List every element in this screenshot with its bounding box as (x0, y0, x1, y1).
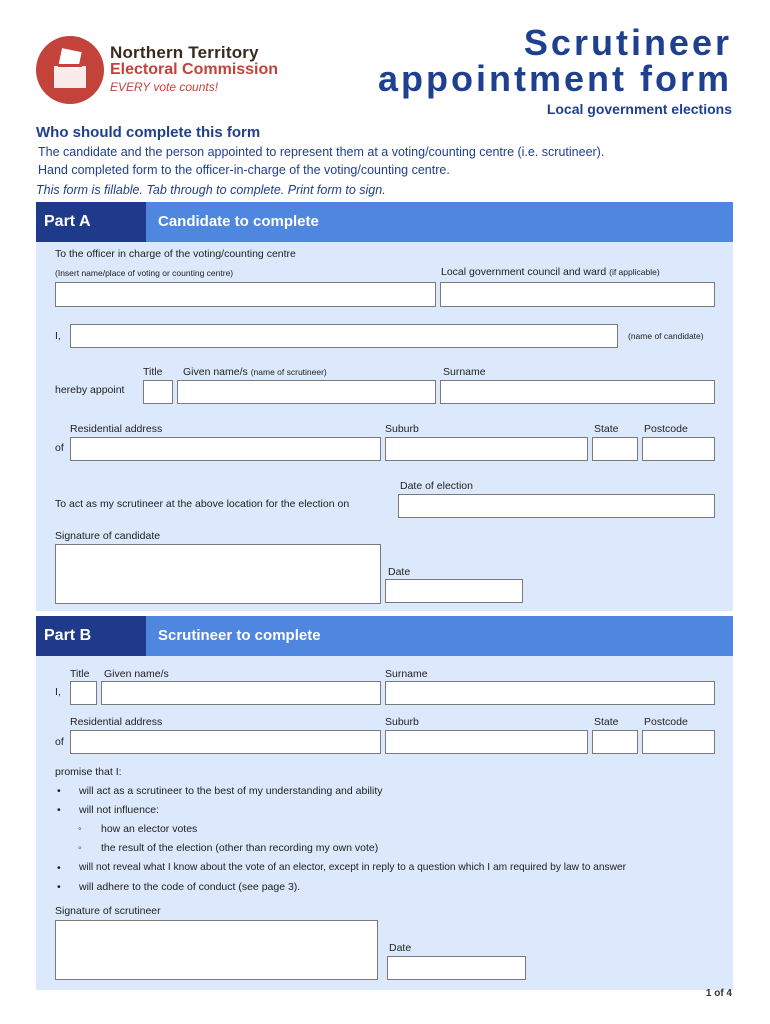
bullet-marker: • (57, 862, 61, 874)
b-suburb-input[interactable] (385, 730, 588, 754)
council-ward-input[interactable] (440, 282, 715, 307)
intro-instruction: This form is fillable. Tab through to complete. Print form to sign. (36, 183, 386, 197)
b-given-name-label: Given name/s (104, 668, 169, 680)
part-b-tab: Part B (36, 616, 146, 656)
logo-tagline: EVERY vote counts! (110, 80, 219, 94)
sub-bullet-marker: ◦ (78, 842, 82, 854)
date-of-election-input[interactable] (398, 494, 715, 518)
form-title-line2: appointment form (378, 58, 732, 99)
b-state-input[interactable] (592, 730, 638, 754)
scrutineer-date-label: Date (389, 942, 412, 954)
candidate-name-input[interactable] (70, 324, 618, 348)
scrutineer-given-name-input[interactable] (177, 380, 436, 404)
candidate-signature-label: Signature of candidate (55, 530, 161, 542)
scrutineer-signature-label: Signature of scrutineer (55, 905, 161, 917)
b-i-label: I, (55, 686, 61, 698)
candidate-signature-box[interactable] (55, 544, 381, 604)
bullet-marker: • (57, 881, 61, 893)
state-label: State (594, 423, 619, 435)
promise-sub-item: how an elector votes (101, 823, 198, 835)
b-surname-label: Surname (385, 668, 428, 680)
candidate-hint: (name of candidate) (628, 331, 704, 341)
promise-sub-item: the result of the election (other than recording my own vote) (101, 842, 379, 854)
b-title-input[interactable] (70, 681, 97, 705)
logo-emblem (36, 36, 104, 104)
ballot-box-icon (36, 36, 104, 104)
b-postcode-input[interactable] (642, 730, 715, 754)
part-a-heading: Candidate to complete (158, 213, 319, 230)
surname-label: Surname (443, 366, 486, 378)
b-address-input[interactable] (70, 730, 381, 754)
voting-centre-input[interactable] (55, 282, 436, 307)
bullet-marker: • (57, 785, 61, 797)
i-label: I, (55, 330, 61, 342)
hereby-appoint-label: hereby appoint (55, 384, 125, 396)
officer-label: To the officer in charge of the voting/counting centre (55, 248, 296, 260)
part-a-tab: Part A (36, 202, 146, 242)
scrutineer-suburb-input[interactable] (385, 437, 588, 461)
form-subtitle: Local government elections (546, 101, 732, 117)
title-label: Title (143, 366, 163, 378)
form-title-line1: Scrutineer (523, 22, 732, 63)
given-name-label: Given name/s (name of scrutineer) (183, 366, 327, 378)
scrutineer-date-input[interactable] (387, 956, 526, 980)
logo-org-name: Northern Territory (110, 43, 259, 62)
b-surname-input[interactable] (385, 681, 715, 705)
logo-org-name-2: Electoral Commission (110, 61, 279, 78)
b-address-label: Residential address (70, 716, 163, 728)
candidate-date-input[interactable] (385, 579, 523, 603)
scrutineer-postcode-input[interactable] (642, 437, 715, 461)
promise-item: will not influence: (79, 804, 159, 816)
intro-line: Hand completed form to the officer-in-charge of the voting/counting centre. (38, 163, 450, 177)
page-number: 1 of 4 (705, 988, 732, 999)
scrutineer-signature-box[interactable] (55, 920, 378, 980)
of-label: of (55, 442, 64, 454)
suburb-label: Suburb (385, 423, 419, 435)
act-as-label: To act as my scrutineer at the above location for the election on (55, 498, 350, 510)
postcode-label: Postcode (644, 423, 688, 435)
candidate-date-label: Date (388, 566, 411, 578)
council-label: Local government council and ward (if applicable) (441, 266, 660, 278)
intro-heading: Who should complete this form (36, 124, 261, 141)
b-suburb-label: Suburb (385, 716, 419, 728)
promise-item: will not reveal what I know about the vote of an elector, except in reply to a question which I am required by law to answer (79, 862, 627, 873)
promise-item: will act as a scrutineer to the best of my understanding and ability (79, 785, 383, 797)
address-label: Residential address (70, 423, 163, 435)
intro-line: The candidate and the person appointed to represent them at a voting/counting centre (i.e. scrutineer). (38, 145, 605, 159)
b-given-name-input[interactable] (101, 681, 381, 705)
promise-label: promise that I: (55, 766, 122, 778)
b-postcode-label: Postcode (644, 716, 688, 728)
scrutineer-title-input[interactable] (143, 380, 173, 404)
officer-hint: (Insert name/place of voting or counting centre) (55, 268, 234, 278)
bullet-marker: • (57, 804, 61, 816)
b-title-label: Title (70, 668, 90, 680)
promise-item: will adhere to the code of conduct (see page 3). (79, 881, 301, 893)
date-of-election-label: Date of election (400, 480, 473, 492)
part-b-heading: Scrutineer to complete (158, 627, 321, 644)
scrutineer-state-input[interactable] (592, 437, 638, 461)
sub-bullet-marker: ◦ (78, 823, 82, 835)
scrutineer-surname-input[interactable] (440, 380, 715, 404)
b-state-label: State (594, 716, 619, 728)
b-of-label: of (55, 736, 64, 748)
scrutineer-address-input[interactable] (70, 437, 381, 461)
